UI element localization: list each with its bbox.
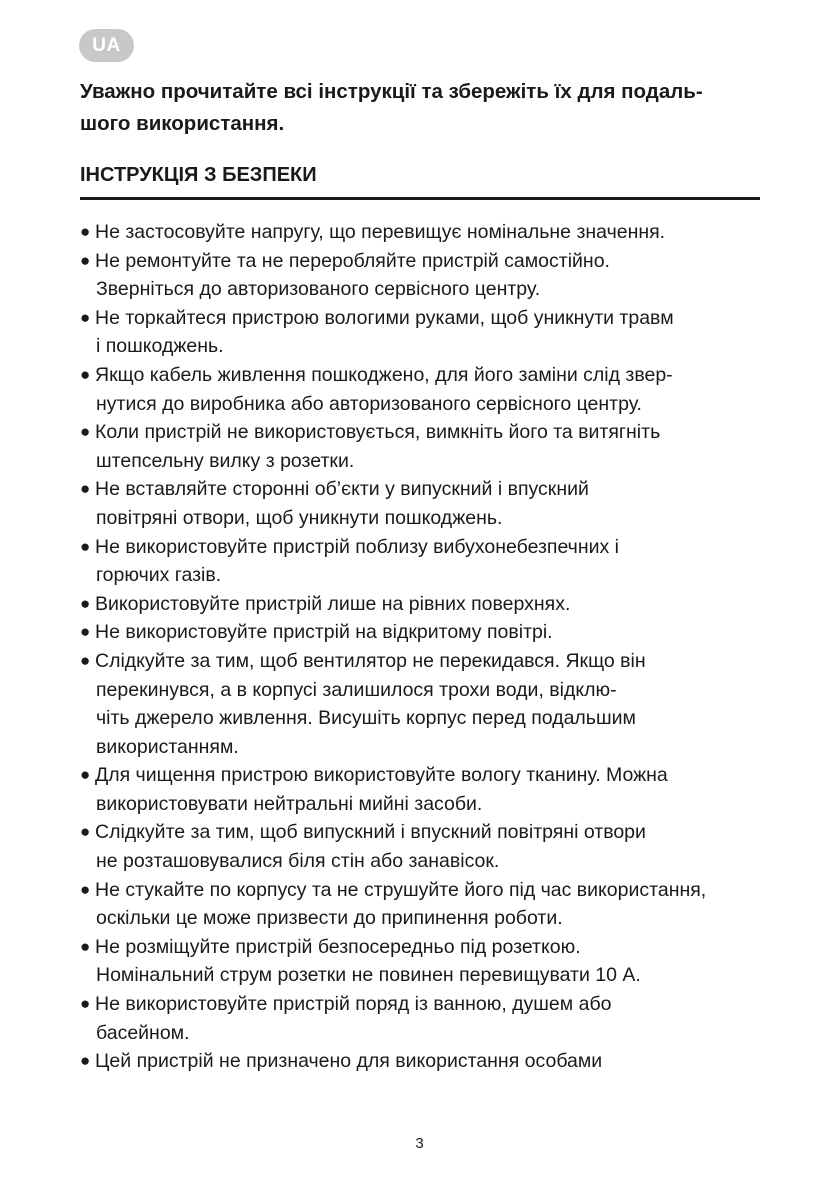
instruction-line: Цей пристрій не призначено для використання особами [95,1050,603,1073]
instruction-item [80,475,770,532]
language-badge: UA [79,29,134,62]
instruction-line: і пошкоджень. [96,335,224,358]
bullet-icon: ● [80,422,91,442]
instruction-line: не розташовувалися біля стін або занавісок. [96,850,500,873]
bullet-icon: ● [80,364,91,384]
instruction-item [80,818,770,875]
instruction-line: Номінальний струм розетки не повинен перевищувати 10 А. [96,964,641,987]
instruction-item [80,247,770,304]
bullet-icon: ● [80,222,91,241]
instruction-line: Не застосовуйте напругу, що перевищує номінальне значення. [95,221,666,243]
bullet-icon: ● [80,536,91,556]
instruction-line: Коли пристрій не використовується, вимкніть його та витягніть [95,421,661,444]
instruction-line: штепсельну вилку з розетки. [96,449,355,472]
instruction-line: використовувати нейтральні мийні засоби. [96,792,483,815]
instruction-line: Використовуйте пристрій лише на рівних поверхнях. [95,592,571,615]
bullet-icon: ● [80,765,91,785]
instruction-line: використанням. [96,735,239,758]
instruction-line: Не використовуйте пристрій поряд із ванною, душем або [95,993,612,1016]
instruction-item [80,218,770,247]
instruction-item [80,1047,770,1076]
intro-line: Уважно прочитайте всі інструкції та збережіть їх для подаль- [80,80,703,103]
instruction-item [80,618,770,647]
instruction-line: Для чищення пристрою використовуйте вологу тканину. Можна [95,764,668,787]
instruction-line: Не використовуйте пристрій поблизу вибухонебезпечних і [95,535,620,558]
instruction-item [80,933,770,990]
bullet-icon: ● [80,936,91,956]
instruction-line: Не торкайтеся пристрою вологими руками, щоб уникнути травм [95,306,674,329]
instruction-line: Не ремонтуйте та не переробляйте пристрій самостійно. [95,249,610,272]
bullet-icon: ● [80,1051,91,1071]
instruction-item [80,647,770,761]
page-number: 3 [415,1135,424,1152]
intro-text [80,76,770,140]
instruction-item [80,990,770,1047]
instruction-line: Не стукайте по корпусу та не струшуйте його під час використання, [95,878,707,901]
intro-line: шого використання. [80,112,285,135]
instruction-line: басейном. [96,1021,190,1044]
bullet-icon: ● [80,307,91,327]
section-title: ІНСТРУКЦІЯ З БЕЗПЕКИ [80,160,760,200]
instruction-item [80,876,770,933]
bullet-icon: ● [80,650,91,670]
safety-instructions-list [80,218,770,1076]
bullet-icon: ● [80,250,91,270]
instruction-line: Якщо кабель живлення пошкоджено, для його заміни слід звер- [95,363,673,386]
instruction-line: Не розміщуйте пристрій безпосередньо під розеткою. [95,935,581,958]
instruction-line: чіть джерело живлення. Висушіть корпус перед подальшим [96,707,636,730]
instruction-line: оскільки це може призвести до припинення роботи. [96,907,563,930]
instruction-line: горючих газів. [96,564,222,587]
instruction-item [80,533,770,590]
instruction-line: повітряні отвори, щоб уникнути пошкоджень. [96,506,503,529]
instruction-line: перекинувся, а в корпусі залишилося трохи води, відклю- [96,678,617,701]
bullet-icon: ● [80,593,91,613]
bullet-icon: ● [80,994,91,1014]
bullet-icon: ● [80,479,91,499]
instruction-line: Зверніться до авторизованого сервісного центру. [96,278,541,301]
instruction-item [80,361,770,418]
instruction-item [80,761,770,818]
instruction-line: Не вставляйте сторонні об’єкти у випускний і впускний [95,478,589,501]
bullet-icon: ● [80,879,91,899]
instruction-line: Слідкуйте за тим, щоб випускний і впускний повітряні отвори [95,821,646,844]
bullet-icon: ● [80,822,91,842]
instruction-line: Слідкуйте за тим, щоб вентилятор не перекидався. Якщо він [95,649,646,672]
instruction-item [80,418,770,475]
instruction-item [80,304,770,361]
bullet-icon: ● [80,622,91,642]
instruction-line: нутися до виробника або авторизованого сервісного центру. [96,392,642,415]
instruction-item [80,590,770,619]
instruction-line: Не використовуйте пристрій на відкритому повітрі. [95,621,553,644]
